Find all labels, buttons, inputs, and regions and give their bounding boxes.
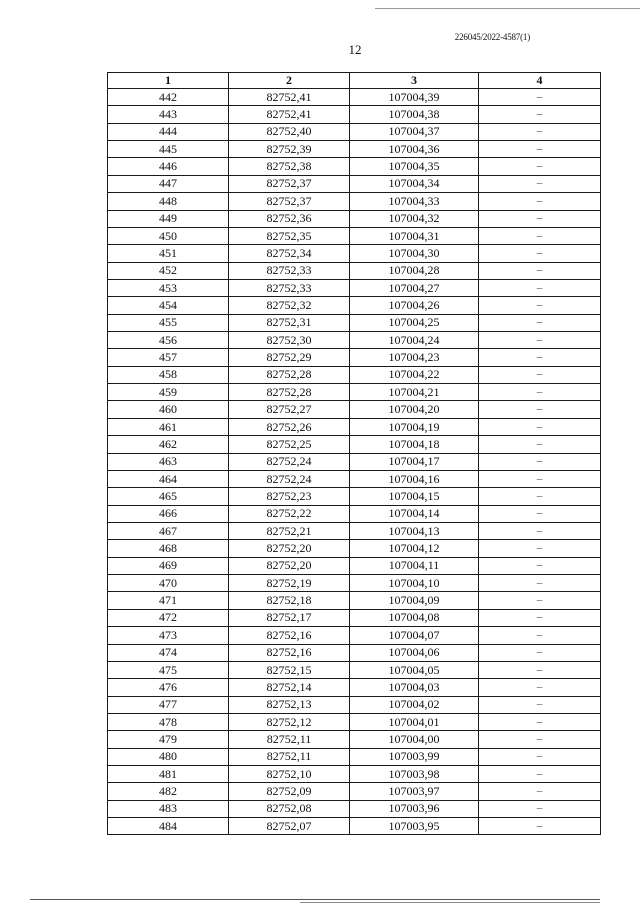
page-number: 12 [348,42,362,57]
point-number-cell: 445 [108,141,229,158]
point-number-cell: 479 [108,731,229,748]
point-number-cell: 468 [108,540,229,557]
x-coordinate-cell: 82752,27 [229,401,350,418]
y-coordinate-cell: 107004,08 [350,609,479,626]
point-number-cell: 454 [108,297,229,314]
x-coordinate-cell: 82752,41 [229,89,350,106]
column-header-1: 1 [108,73,229,89]
y-coordinate-cell: 107004,15 [350,488,479,505]
y-coordinate-cell: 107004,13 [350,522,479,539]
point-number-cell: 472 [108,609,229,626]
y-coordinate-cell: 107004,18 [350,436,479,453]
x-coordinate-cell: 82752,39 [229,141,350,158]
x-coordinate-cell: 82752,25 [229,436,350,453]
note-cell: – [479,227,601,244]
point-number-cell: 457 [108,349,229,366]
x-coordinate-cell: 82752,10 [229,766,350,783]
point-number-cell: 482 [108,783,229,800]
point-number-cell: 456 [108,332,229,349]
x-coordinate-cell: 82752,35 [229,227,350,244]
note-cell: – [479,123,601,140]
table-row [108,332,601,349]
table-row [108,627,601,644]
note-cell: – [479,314,601,331]
table-row [108,540,601,557]
point-number-cell: 477 [108,696,229,713]
note-cell: – [479,141,601,158]
y-coordinate-cell: 107004,23 [350,349,479,366]
table-row [108,141,601,158]
point-number-cell: 463 [108,453,229,470]
coordinates-table [107,72,601,835]
note-cell: – [479,384,601,401]
note-cell: – [479,505,601,522]
table-row [108,384,601,401]
coordinates-table-container [107,72,600,835]
note-cell: – [479,297,601,314]
note-cell: – [479,644,601,661]
y-coordinate-cell: 107004,12 [350,540,479,557]
point-number-cell: 450 [108,227,229,244]
point-number-cell: 449 [108,210,229,227]
table-row [108,193,601,210]
x-coordinate-cell: 82752,07 [229,818,350,835]
point-number-cell: 467 [108,522,229,539]
table-row [108,262,601,279]
y-coordinate-cell: 107004,32 [350,210,479,227]
x-coordinate-cell: 82752,41 [229,106,350,123]
x-coordinate-cell: 82752,22 [229,505,350,522]
point-number-cell: 461 [108,418,229,435]
note-cell: – [479,713,601,730]
table-row [108,731,601,748]
top-scan-line [375,8,640,9]
point-number-cell: 443 [108,106,229,123]
y-coordinate-cell: 107004,02 [350,696,479,713]
note-cell: – [479,158,601,175]
point-number-cell: 480 [108,748,229,765]
point-number-cell: 447 [108,175,229,192]
x-coordinate-cell: 82752,24 [229,470,350,487]
note-cell: – [479,800,601,817]
note-cell: – [479,89,601,106]
note-cell: – [479,748,601,765]
note-cell: – [479,783,601,800]
point-number-cell: 478 [108,713,229,730]
note-cell: – [479,453,601,470]
point-number-cell: 466 [108,505,229,522]
point-number-cell: 470 [108,575,229,592]
note-cell: – [479,366,601,383]
y-coordinate-cell: 107004,30 [350,245,479,262]
point-number-cell: 460 [108,401,229,418]
table-row [108,349,601,366]
table-row [108,314,601,331]
y-coordinate-cell: 107003,99 [350,748,479,765]
footer-line-secondary [300,902,600,903]
x-coordinate-cell: 82752,37 [229,193,350,210]
table-row [108,488,601,505]
x-coordinate-cell: 82752,21 [229,522,350,539]
point-number-cell: 483 [108,800,229,817]
point-number-cell: 453 [108,279,229,296]
x-coordinate-cell: 82752,08 [229,800,350,817]
table-row [108,106,601,123]
y-coordinate-cell: 107004,21 [350,384,479,401]
table-row [108,522,601,539]
note-cell: – [479,609,601,626]
table-row [108,766,601,783]
note-cell: – [479,522,601,539]
x-coordinate-cell: 82752,16 [229,644,350,661]
x-coordinate-cell: 82752,09 [229,783,350,800]
y-coordinate-cell: 107004,19 [350,418,479,435]
y-coordinate-cell: 107004,20 [350,401,479,418]
y-coordinate-cell: 107004,24 [350,332,479,349]
note-cell: – [479,661,601,678]
x-coordinate-cell: 82752,37 [229,175,350,192]
point-number-cell: 465 [108,488,229,505]
note-cell: – [479,401,601,418]
y-coordinate-cell: 107004,31 [350,227,479,244]
note-cell: – [479,418,601,435]
x-coordinate-cell: 82752,16 [229,627,350,644]
y-coordinate-cell: 107004,34 [350,175,479,192]
x-coordinate-cell: 82752,26 [229,418,350,435]
x-coordinate-cell: 82752,19 [229,575,350,592]
column-header-2: 2 [229,73,350,89]
table-row [108,696,601,713]
table-row [108,245,601,262]
point-number-cell: 475 [108,661,229,678]
x-coordinate-cell: 82752,20 [229,540,350,557]
note-cell: – [479,279,601,296]
table-row [108,89,601,106]
note-cell: – [479,349,601,366]
table-row [108,783,601,800]
note-cell: – [479,627,601,644]
point-number-cell: 464 [108,470,229,487]
note-cell: – [479,575,601,592]
table-row [108,401,601,418]
y-coordinate-cell: 107004,10 [350,575,479,592]
y-coordinate-cell: 107004,00 [350,731,479,748]
table-row [108,470,601,487]
note-cell: – [479,175,601,192]
x-coordinate-cell: 82752,17 [229,609,350,626]
table-row [108,279,601,296]
y-coordinate-cell: 107004,03 [350,679,479,696]
point-number-cell: 446 [108,158,229,175]
table-row [108,366,601,383]
x-coordinate-cell: 82752,30 [229,332,350,349]
table-header-row [108,73,601,89]
y-coordinate-cell: 107004,26 [350,297,479,314]
point-number-cell: 476 [108,679,229,696]
y-coordinate-cell: 107004,22 [350,366,479,383]
y-coordinate-cell: 107004,07 [350,627,479,644]
note-cell: – [479,245,601,262]
document-number: 226045/2022-4587(1) [454,32,530,42]
y-coordinate-cell: 107004,09 [350,592,479,609]
x-coordinate-cell: 82752,29 [229,349,350,366]
note-cell: – [479,592,601,609]
table-row [108,227,601,244]
point-number-cell: 455 [108,314,229,331]
x-coordinate-cell: 82752,33 [229,279,350,296]
x-coordinate-cell: 82752,36 [229,210,350,227]
y-coordinate-cell: 107003,98 [350,766,479,783]
point-number-cell: 484 [108,818,229,835]
table-row [108,818,601,835]
note-cell: – [479,540,601,557]
table-row [108,557,601,574]
y-coordinate-cell: 107004,01 [350,713,479,730]
table-body [108,89,601,835]
table-row [108,123,601,140]
y-coordinate-cell: 107004,35 [350,158,479,175]
x-coordinate-cell: 82752,11 [229,731,350,748]
y-coordinate-cell: 107004,05 [350,661,479,678]
point-number-cell: 452 [108,262,229,279]
table-row [108,505,601,522]
note-cell: – [479,332,601,349]
y-coordinate-cell: 107004,38 [350,106,479,123]
point-number-cell: 444 [108,123,229,140]
point-number-cell: 471 [108,592,229,609]
x-coordinate-cell: 82752,24 [229,453,350,470]
y-coordinate-cell: 107003,96 [350,800,479,817]
point-number-cell: 451 [108,245,229,262]
table-header [108,73,601,89]
x-coordinate-cell: 82752,38 [229,158,350,175]
table-row [108,575,601,592]
y-coordinate-cell: 107004,14 [350,505,479,522]
y-coordinate-cell: 107004,11 [350,557,479,574]
y-coordinate-cell: 107004,25 [350,314,479,331]
x-coordinate-cell: 82752,28 [229,384,350,401]
note-cell: – [479,557,601,574]
note-cell: – [479,488,601,505]
point-number-cell: 459 [108,384,229,401]
point-number-cell: 469 [108,557,229,574]
note-cell: – [479,818,601,835]
note-cell: – [479,470,601,487]
table-row [108,748,601,765]
table-row [108,297,601,314]
y-coordinate-cell: 107003,97 [350,783,479,800]
column-header-3: 3 [350,73,479,89]
table-row [108,644,601,661]
x-coordinate-cell: 82752,11 [229,748,350,765]
note-cell: – [479,696,601,713]
y-coordinate-cell: 107004,17 [350,453,479,470]
table-row [108,418,601,435]
note-cell: – [479,766,601,783]
y-coordinate-cell: 107004,06 [350,644,479,661]
table-row [108,436,601,453]
table-row [108,175,601,192]
y-coordinate-cell: 107004,27 [350,279,479,296]
table-row [108,661,601,678]
note-cell: – [479,262,601,279]
y-coordinate-cell: 107004,16 [350,470,479,487]
y-coordinate-cell: 107004,37 [350,123,479,140]
table-row [108,679,601,696]
note-cell: – [479,193,601,210]
footer-line [30,899,600,900]
column-header-4: 4 [479,73,601,89]
y-coordinate-cell: 107004,39 [350,89,479,106]
x-coordinate-cell: 82752,32 [229,297,350,314]
point-number-cell: 448 [108,193,229,210]
x-coordinate-cell: 82752,12 [229,713,350,730]
point-number-cell: 481 [108,766,229,783]
table-row [108,592,601,609]
note-cell: – [479,210,601,227]
point-number-cell: 458 [108,366,229,383]
x-coordinate-cell: 82752,40 [229,123,350,140]
x-coordinate-cell: 82752,31 [229,314,350,331]
x-coordinate-cell: 82752,33 [229,262,350,279]
point-number-cell: 473 [108,627,229,644]
note-cell: – [479,106,601,123]
y-coordinate-cell: 107003,95 [350,818,479,835]
x-coordinate-cell: 82752,14 [229,679,350,696]
x-coordinate-cell: 82752,15 [229,661,350,678]
table-row [108,800,601,817]
table-row [108,453,601,470]
table-row [108,210,601,227]
point-number-cell: 442 [108,89,229,106]
y-coordinate-cell: 107004,33 [350,193,479,210]
note-cell: – [479,679,601,696]
note-cell: – [479,436,601,453]
y-coordinate-cell: 107004,28 [350,262,479,279]
y-coordinate-cell: 107004,36 [350,141,479,158]
table-row [108,713,601,730]
point-number-cell: 462 [108,436,229,453]
table-row [108,158,601,175]
note-cell: – [479,731,601,748]
x-coordinate-cell: 82752,28 [229,366,350,383]
x-coordinate-cell: 82752,20 [229,557,350,574]
x-coordinate-cell: 82752,13 [229,696,350,713]
table-row [108,609,601,626]
x-coordinate-cell: 82752,23 [229,488,350,505]
x-coordinate-cell: 82752,34 [229,245,350,262]
point-number-cell: 474 [108,644,229,661]
x-coordinate-cell: 82752,18 [229,592,350,609]
